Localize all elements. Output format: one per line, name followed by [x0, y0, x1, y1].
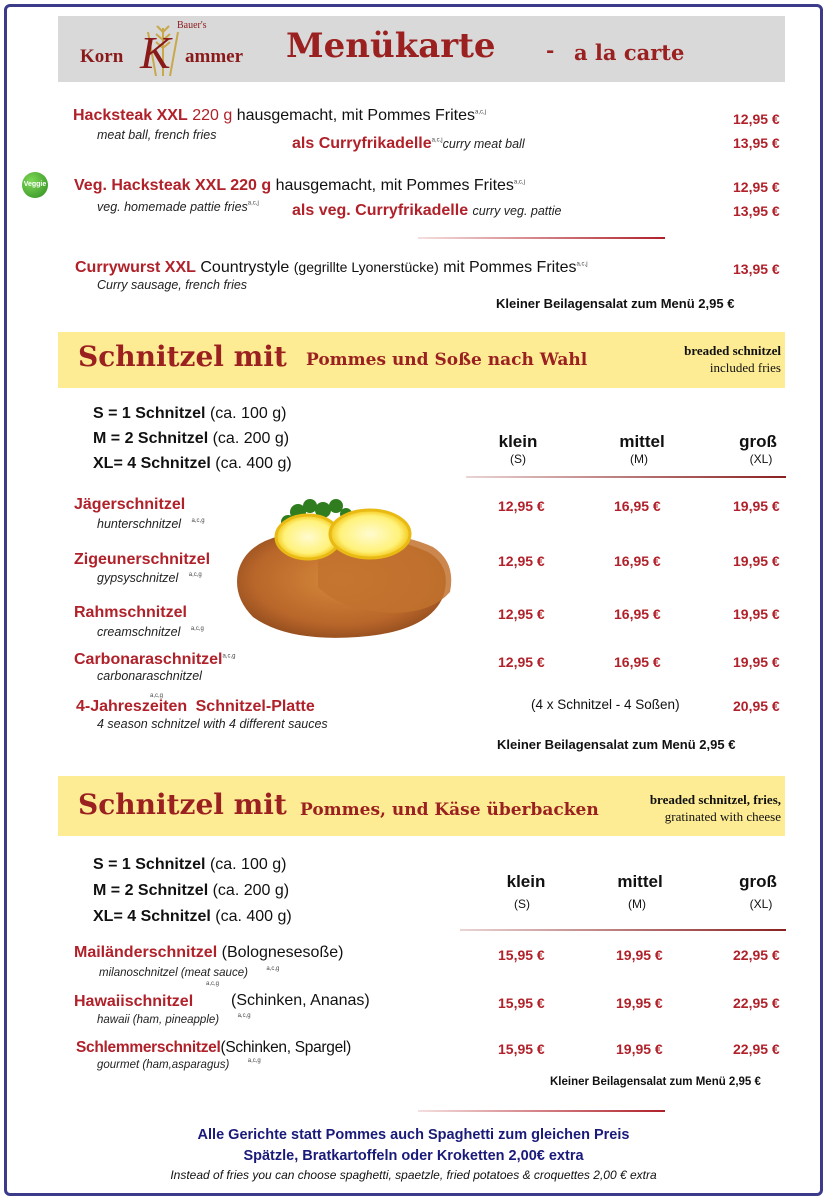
rahm-price-xl: 19,95 € [733, 606, 780, 622]
carbonara-price-xl: 19,95 € [733, 654, 780, 670]
item-hawaii-extra: (Schinken, Ananas) [231, 992, 370, 1009]
currywurst-line: Currywurst XXL Countrystyle (gegrillte Lyonerstücke) mit Pommes Frites$^{a,c,j}$ [75, 259, 588, 276]
col2-gross-sub: (XL) [749, 897, 773, 911]
hacksteak-price: 12,95 € [733, 111, 780, 127]
section1-title-big: Schnitzel mit [78, 340, 287, 373]
hawaii-allergens-top: a,c,g [206, 981, 220, 987]
section1-title-small: Pommes und Soße nach Wahl [306, 350, 588, 370]
col2-klein: klein [506, 872, 546, 891]
page-subtitle: a la carte [574, 40, 685, 65]
curryfrik-line: als Curryfrikadelle$^{a,c,j}$curry meat ball [292, 135, 525, 152]
item-platte: 4-Jahreszeiten Schnitzel-Platte [76, 698, 315, 715]
col2-gross: groß [739, 872, 777, 891]
footer-line-1: Alle Gerichte statt Pommes auch Spaghetti zum gleichen Preis [197, 1127, 630, 1143]
salad-note-top: Kleiner Beilagensalat zum Menü 2,95 € [496, 296, 735, 311]
section2-sizes [93, 852, 292, 930]
size-row: S = 1 Schnitzel (ca. 100 g) [93, 856, 287, 873]
item-mailaender-sub: milanoschnitzel (meat sauce) $^{a,c,g}$ [99, 965, 280, 979]
platte-info: (4 x Schnitzel - 4 Soßen) [531, 697, 680, 712]
veg-curry-price: 13,95 € [733, 203, 780, 219]
veggie-badge-icon: Veggie [22, 172, 48, 198]
curryfrik-price: 13,95 € [733, 135, 780, 151]
carbonara-price-m: 16,95 € [614, 654, 661, 670]
section1-banner [58, 332, 785, 388]
col2-klein-sub: (S) [514, 897, 530, 911]
zigeuner-price-xl: 19,95 € [733, 553, 780, 569]
col2-mittel-sub: (M) [628, 897, 646, 911]
hacksteak-line: Hacksteak XXL 220 g hausgemacht, mit Pommes Frites$^{a,c,j}$ [73, 107, 486, 124]
hawaii-price-xl: 22,95 € [733, 995, 780, 1011]
title-dash: - [546, 38, 555, 62]
jaeger-price-m: 16,95 € [614, 498, 661, 514]
logo [80, 18, 270, 80]
item-rahm: Rahmschnitzel [74, 604, 187, 621]
logo-left-text: Korn [80, 46, 124, 67]
col2-mittel: mittel [617, 872, 663, 891]
section1-sizes [93, 401, 292, 476]
section1-note: breaded schnitzel included fries [684, 343, 781, 375]
item-rahm-sub: creamschnitzel $^{a,c,g}$ [97, 625, 204, 639]
size-row: M = 2 Schnitzel (ca. 200 g) [93, 430, 290, 447]
schlemmer-price-m: 19,95 € [616, 1041, 663, 1057]
item-platte-sub: 4 season schnitzel with 4 different sauces [97, 717, 328, 731]
col-mittel-sub: (M) [630, 452, 648, 466]
salad-note-s1: Kleiner Beilagensalat zum Menü 2,95 € [497, 737, 736, 752]
footer-line-3: Instead of fries you can choose spaghetti, spaetzle, fried potatoes & croquettes 2,00 € extra [170, 1168, 657, 1182]
divider-s1-header [466, 476, 786, 478]
item-carbonara: Carbonaraschnitzel$^{a,c,g}$ [74, 651, 236, 668]
rahm-price-s: 12,95 € [498, 606, 545, 622]
divider-s2-header [460, 929, 786, 931]
mailaender-price-xl: 22,95 € [733, 947, 780, 963]
carbonara-price-s: 12,95 € [498, 654, 545, 670]
zigeuner-price-m: 16,95 € [614, 553, 661, 569]
platte-allergens: a,c,g [150, 693, 164, 699]
item-jaeger: Jägerschnitzel [74, 496, 186, 513]
veg-hacksteak-sub: veg. homemade pattie fries$^{a,c,j}$ [97, 200, 259, 214]
col-gross: groß [739, 432, 777, 451]
mailaender-price-m: 19,95 € [616, 947, 663, 963]
item-mailaender: Mailänderschnitzel (Bolognesesoße) [74, 944, 344, 961]
item-carbonara-sub: carbonaraschnitzel [97, 669, 202, 683]
col-mittel: mittel [619, 432, 665, 451]
schlemmer-price-s: 15,95 € [498, 1041, 545, 1057]
col-klein: klein [498, 432, 538, 451]
item-hawaii: Hawaiischnitzel [74, 993, 194, 1010]
footer-line-2: Spätzle, Bratkartoffeln oder Kroketten 2,00€ extra [243, 1148, 584, 1164]
item-zigeuner: Zigeunerschnitzel [74, 551, 211, 568]
logo-right-text: ammer [185, 46, 244, 67]
col-gross-sub: (XL) [749, 452, 773, 466]
currywurst-sub: Curry sausage, french fries [97, 278, 248, 292]
size-row: M = 2 Schnitzel (ca. 200 g) [93, 882, 290, 899]
size-row: XL= 4 Schnitzel (ca. 400 g) [93, 908, 292, 925]
item-hawaii-sub: hawaii (ham, pineapple) $^{a,c,g}$ [97, 1012, 251, 1026]
size-row: XL= 4 Schnitzel (ca. 400 g) [93, 455, 292, 472]
page-title: Menükarte [286, 26, 496, 66]
logo-k-text: K [140, 27, 171, 78]
veg-curry-line: als veg. Curryfrikadelle curry veg. pattie [292, 202, 562, 219]
section2-title-small: Pommes, und Käse überbacken [300, 800, 599, 820]
schnitzel-image [228, 492, 458, 642]
zigeuner-price-s: 12,95 € [498, 553, 545, 569]
item-schlemmer: Schlemmerschnitzel(Schinken, Spargel) [76, 1039, 351, 1056]
rahm-price-m: 16,95 € [614, 606, 661, 622]
header-banner [58, 16, 785, 82]
hawaii-price-m: 19,95 € [616, 995, 663, 1011]
hawaii-price-s: 15,95 € [498, 995, 545, 1011]
currywurst-price: 13,95 € [733, 261, 780, 277]
item-schlemmer-sub: gourmet (ham,asparagus) $^{a,c,g}$ [97, 1057, 261, 1071]
item-zigeuner-sub: gypsyschnitzel $^{a,c,g}$ [97, 571, 202, 585]
section2-banner [58, 776, 785, 836]
salad-note-s2: Kleiner Beilagensalat zum Menü 2,95 € [550, 1076, 761, 1088]
logo-small-text: Bauer's [177, 20, 207, 31]
divider-footer [418, 1110, 665, 1112]
platte-price: 20,95 € [733, 698, 780, 714]
jaeger-price-xl: 19,95 € [733, 498, 780, 514]
veg-hacksteak-price: 12,95 € [733, 179, 780, 195]
size-row: S = 1 Schnitzel (ca. 100 g) [93, 405, 287, 422]
jaeger-price-s: 12,95 € [498, 498, 545, 514]
veg-hacksteak-line: Veg. Hacksteak XXL 220 g hausgemacht, mit Pommes Frites$^{a,c,j}$ [74, 177, 525, 194]
col-klein-sub: (S) [510, 452, 526, 466]
divider-1 [418, 237, 665, 239]
hacksteak-sub: meat ball, french fries [97, 128, 217, 142]
schlemmer-price-xl: 22,95 € [733, 1041, 780, 1057]
mailaender-price-s: 15,95 € [498, 947, 545, 963]
section2-note: breaded schnitzel, fries, gratinated with cheese [649, 792, 781, 824]
section2-title-big: Schnitzel mit [78, 788, 287, 821]
item-jaeger-sub: hunterschnitzel $^{a,c,g}$ [97, 517, 205, 531]
